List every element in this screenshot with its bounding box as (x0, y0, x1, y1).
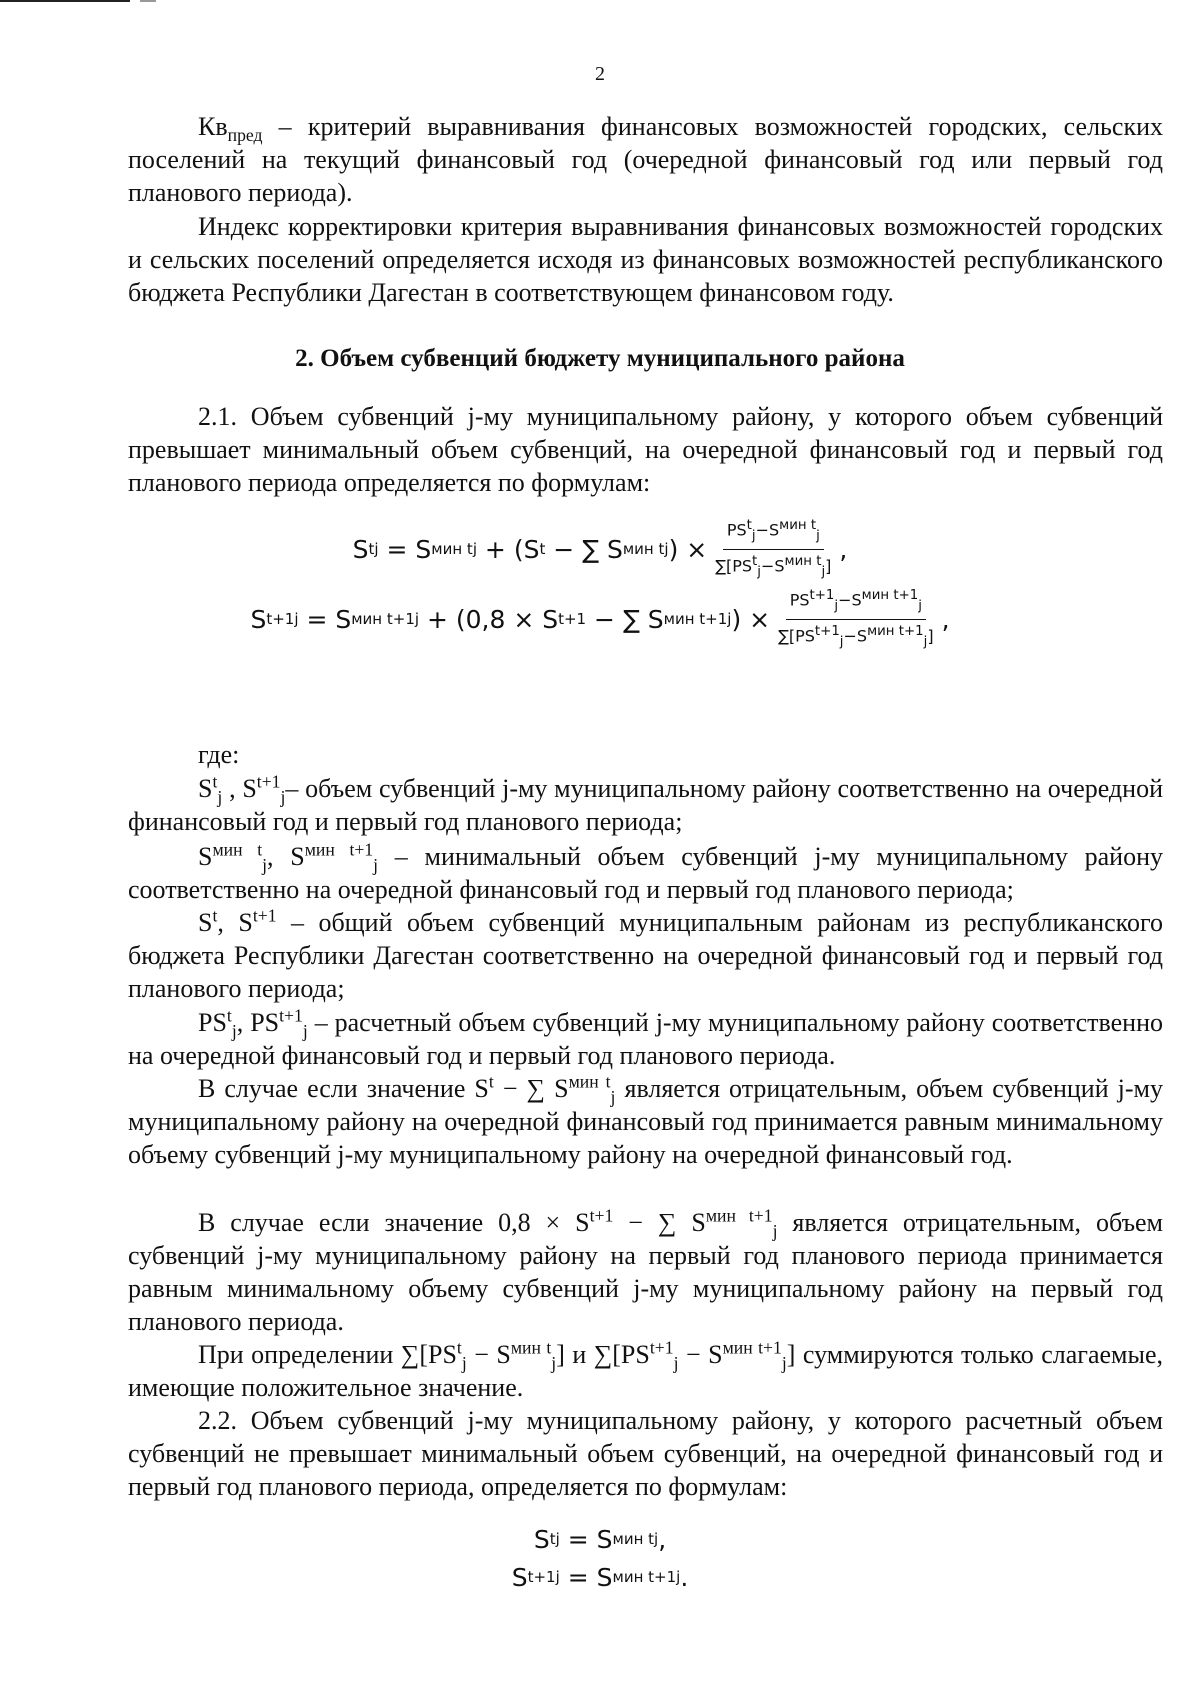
definition-s-total: $S^t$, $S^{t+1}$ – общий объем субвенций муниципальным районам из республиканского бюджета Республики Дагестан соответственно на очередной финансовый год и первый год планового периода; (128, 905, 1163, 1003)
paragraph-negative-case-next: В случае если значение $0,8 \times S^{t+1}$ − ∑ $S^{мин t+1}_j$ является отрицательным, объем субвенций j-му муниципальному району на первый год планового периода принимается равным минимальному объему субвенций j-му муниципальному району на первый год планового периода. (128, 1205, 1164, 1336)
formula-fraction: $\frac{PS^{t+1}_j-S^{мин t+1}_j}{\sum[PS^{t+1}_j-S^{мин t+1}_j]}$ (778, 587, 934, 650)
where-label: где: (198, 740, 240, 769)
paragraph-negative-case-current: В случае если значение $S^t$ − ∑ $S^{мин t}_j$ является отрицательным, объем субвенций j-му муниципальному району на очередной финансовый год принимается равным минимальному объему субвенций j-му муниципальному району на очередной финансовый год. (128, 1071, 1164, 1169)
formula-min-next-year: S t+1 j = S мин t+1 j . (511, 1562, 689, 1592)
paragraph-index-correction: Индекс корректировки критерия выравнивания финансовых возможностей городских и сельских поселений определяется исходя из финансовых возможностей республиканского бюджета Республики Дагестан в соответствующем финансовом году. (128, 212, 1163, 307)
formula-min-current-year: S t j = S мин t j , (533, 1524, 667, 1554)
page-number: 2 (595, 63, 605, 85)
paragraph-2-2: 2.2. Объем субвенций j-му муниципальному району, у которого расчетный объем субвенций не превышает минимальный объем субвенций, на очередной финансовый год и первый год планового периода, определяется по формулам: (128, 1406, 1163, 1501)
formula-subvention-next-year: S t+1 j = S мин t+1 j + (0,8 × S t+1 − ∑ S мин t+1 j ) × $\frac{PS^{t+1}_j-S^{мин t+1}_j}{\sum[PS^{t+1}_j-S^{мин t+1}_j]}$ , (0, 590, 1200, 648)
formula-fraction: $\frac{PS^t_j-S^{мин t}_j}{\sum[PS^t_j-S^{мин t}_j]}$ (715, 517, 832, 580)
formula-subvention-current-year: S t j = S мин t j + (S t − ∑ S мин t j ) × $\frac{PS^t_j-S^{мин t}_j}{\sum[PS^t_j-S^{мин t}_j]}$ , (0, 520, 1200, 578)
definition-s-min: $S^{мин t}_j$, $S^{мин t+1}_j$ – минимальный объем субвенций j-му муниципальному району соответственно на очередной финансовый год и первый год планового периода; (128, 839, 1164, 904)
scan-edge-mark (140, 0, 156, 2)
paragraph-kv-definition (128, 110, 1163, 209)
paragraph-2-1: 2.1. Объем субвенций j-му муниципальному району, у которого объем субвенций превышает минимальный объем субвенций, на очередной финансовый год и первый год планового периода определяется по формулам: (128, 402, 1163, 497)
kv-subscript: пред (227, 125, 263, 146)
definition-ps: $PS^t_j$, $PS^{t+1}_j$ – расчетный объем субвенций j-му муниципальному району соответственно на очередной финансовый год и первый год планового периода. (128, 1005, 1163, 1070)
scan-edge-mark (0, 0, 130, 2)
paragraph-positive-sum-note: При определении $\sum[PS^t_j - S^{мин t}_j]$ и $\sum[PS^{t+1}_j - S^{мин t+1}_j]$ суммируются только слагаемые, имеющие положительное значение. (128, 1337, 1164, 1402)
section-2-heading: 2. Объем субвенций бюджету муниципального района (295, 345, 905, 372)
definition-s-t: $S^t_j$ , $S^{t+1}_j-$ объем субвенций j-му муниципальному району соответственно на очередной финансовый год и первый год планового периода; (128, 771, 1163, 836)
kv-symbol: Кв (198, 112, 228, 141)
kv-text: – критерий выравнивания финансовых возможностей городских, сельских поселений на текущий финансовый год (очередной финансовый год или первый год планового периода). (128, 112, 1163, 207)
